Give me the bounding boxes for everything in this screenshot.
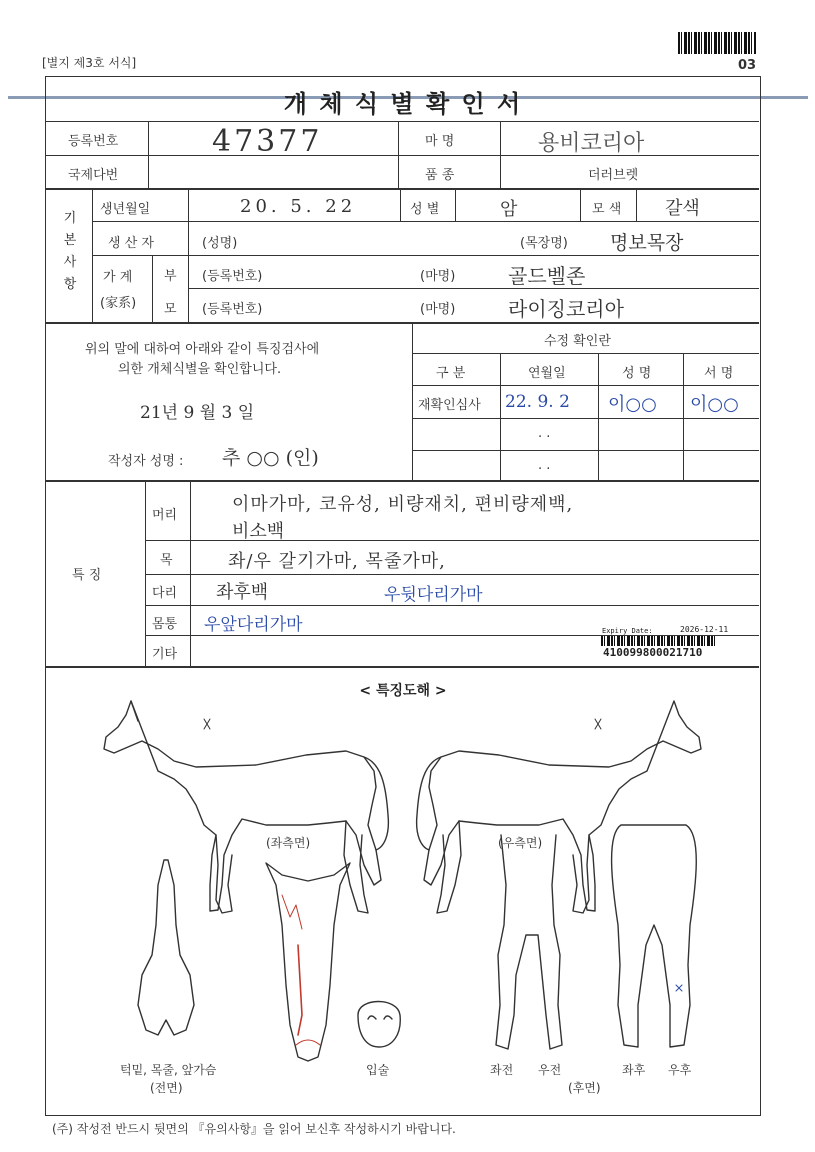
left-side-label: (좌측면): [266, 836, 311, 850]
etc-label: 기타: [152, 647, 178, 662]
sire-reg-label: (등록번호): [202, 269, 263, 284]
dam-label: 모: [164, 302, 177, 317]
breed-value: 더러브렛: [588, 168, 639, 183]
dam-reg-label: (등록번호): [202, 302, 263, 317]
horse-name-value: 용비코리아: [538, 131, 645, 156]
back-caption: (후면): [568, 1081, 601, 1095]
pedigree-label-hanja: (家系): [100, 296, 137, 311]
chest-view: [138, 860, 194, 1035]
horse-diagram: [46, 685, 759, 1105]
features-section-label: 특 징: [72, 568, 102, 583]
dam-name-label: (마명): [420, 302, 456, 317]
footnote: (주) 작성전 반드시 뒷면의 『유의사항』을 읽어 보신후 작성하시기 바랍니다.: [52, 1122, 456, 1136]
color-label: 모 색: [592, 202, 622, 217]
birth-label: 생년월일: [100, 202, 151, 217]
revision-row-1-date: 22. 9. 2: [505, 392, 570, 412]
revision-row-3-date: . .: [538, 458, 551, 473]
right-side-horse: [417, 701, 701, 913]
producer-name-label: (성명): [202, 236, 238, 251]
head-front-view: [266, 863, 350, 1061]
revision-title: 수정 확인란: [544, 334, 611, 349]
right-side-label: (우측면): [498, 836, 543, 850]
sex-value: 암: [500, 199, 518, 220]
legs-value-blue: 우뒷다리가마: [384, 585, 483, 605]
revision-header-name: 성 명: [622, 366, 652, 381]
author-label: 작성자 성명 :: [108, 454, 184, 469]
statement-line-2: 의한 개체식별을 확인합니다.: [118, 362, 282, 377]
horse-name-label: 마 명: [425, 134, 455, 149]
revision-header-type: 구 분: [436, 366, 466, 381]
diagram-title: < 특징도해 >: [359, 683, 447, 699]
revision-row-1-name: 이○○: [608, 394, 657, 415]
basic-section-char-3: 사: [63, 255, 77, 270]
neck-label: 목: [160, 553, 173, 568]
expiry-label: Expiry Date:: [602, 627, 653, 635]
sire-name-value: 골드벨존: [508, 264, 586, 288]
reg-no-label: 등록번호: [68, 134, 119, 149]
hind-right-caption: 우후: [668, 1063, 692, 1077]
basic-section-char-2: 본: [63, 233, 77, 248]
legs-value: 좌후백: [216, 582, 269, 603]
head-value: 이마가마, 코유성, 비량재치, 편비량제백,: [232, 494, 574, 515]
pedigree-label: 가 계: [103, 270, 133, 285]
left-side-horse: [104, 701, 388, 913]
sex-label: 성 별: [410, 202, 440, 217]
body-label: 몸통: [152, 617, 178, 632]
statement-line-1: 위의 말에 대하여 아래와 같이 특징검사에: [85, 342, 320, 357]
head-value-2: 비소백: [232, 521, 285, 542]
legs-label: 다리: [152, 586, 178, 601]
front-left-caption: 좌전: [490, 1063, 514, 1077]
barcode-number: 410099800021710: [603, 646, 703, 659]
page-title: 개 체 식 별 확 인 서: [283, 90, 523, 118]
front-legs-view: [496, 835, 562, 1049]
reg-no-value: 47377: [212, 124, 323, 159]
hind-left-caption: 좌후: [622, 1063, 646, 1077]
body-value-blue: 우앞다리가마: [204, 615, 303, 635]
basic-section-char-4: 항: [63, 277, 77, 292]
color-value: 갈색: [665, 198, 700, 219]
dam-name-value: 라이징코리아: [508, 297, 624, 321]
farm-value: 명보목장: [610, 232, 684, 254]
chest-caption: 턱밑, 목줄, 앞가슴: [120, 1063, 217, 1077]
farm-label: (목장명): [520, 236, 568, 251]
revision-row-2-date: . .: [538, 426, 551, 441]
page-number: 03: [738, 58, 757, 73]
muzzle-view: [358, 1002, 400, 1048]
top-barcode: [678, 32, 756, 54]
basic-section-char-1: 기: [63, 211, 77, 226]
hind-view: [612, 825, 697, 1047]
front-right-caption: 우전: [538, 1063, 562, 1077]
intl-no-label: 국제다번: [68, 168, 119, 183]
sticker-barcode: [601, 636, 717, 646]
sire-label: 부: [164, 269, 177, 284]
author-value: 추 ○○ (인): [222, 447, 319, 469]
revision-row-1-sign: 이○○: [690, 394, 739, 415]
muzzle-caption: 입술: [366, 1063, 390, 1077]
front-caption: (전면): [150, 1081, 183, 1095]
revision-row-1-type: 재확인심사: [418, 398, 481, 413]
revision-header-sign: 서 명: [704, 366, 734, 381]
birth-value: 20. 5. 22: [240, 196, 357, 217]
revision-header-date: 연월일: [528, 366, 566, 381]
form-tag: [별지 제3호 서식]: [42, 56, 137, 70]
expiry-value: 2026-12-11: [680, 625, 729, 634]
breed-label: 품 종: [425, 168, 455, 183]
neck-value: 좌/우 갈기가마, 목줄가마,: [228, 551, 446, 572]
producer-label: 생 산 자: [108, 236, 154, 251]
sire-name-label: (마명): [420, 269, 456, 284]
cert-date: 21년 9 월 3 일: [140, 403, 255, 423]
head-label: 머리: [152, 508, 178, 523]
